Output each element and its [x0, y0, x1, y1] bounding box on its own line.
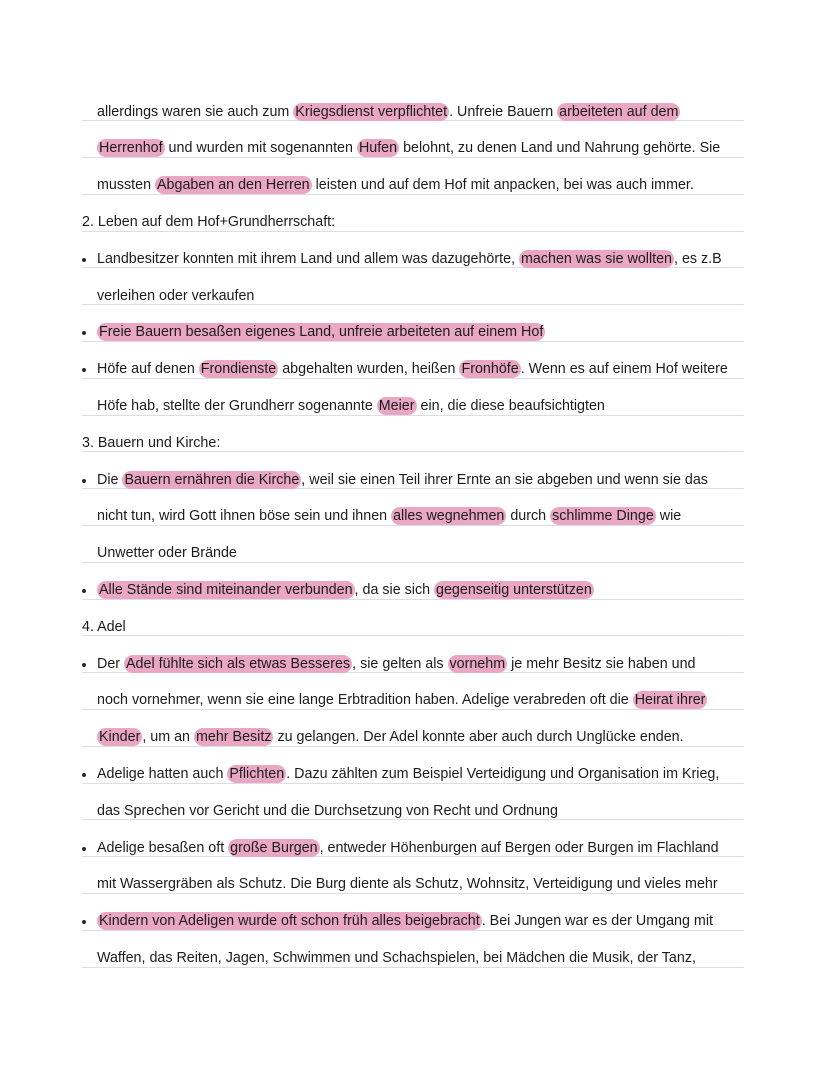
- text-segment: Der: [97, 655, 125, 672]
- bullet-dot: [82, 773, 86, 777]
- note-line: [97, 102, 680, 122]
- text-segment: das Sprechen vor Gericht und die Durchsetzung von Recht und Ordnung: [97, 802, 558, 819]
- text-segment: allerdings waren sie auch zum: [97, 103, 294, 120]
- text-segment: und wurden mit sogenannten: [164, 140, 357, 157]
- note-line: [97, 506, 681, 526]
- text-segment: je mehr Besitz sie haben und: [507, 655, 696, 672]
- text-segment: , sie gelten als: [352, 655, 448, 672]
- highlighted-text: alles wegnehmen: [393, 508, 505, 525]
- note-line: [97, 838, 719, 858]
- note-line: [97, 654, 695, 674]
- note-line: [97, 470, 708, 490]
- text-segment: , es z.B: [674, 250, 722, 267]
- text-segment: nicht tun, wird Gott ihnen böse sein und ihnen: [97, 508, 392, 525]
- highlighted-text: Abgaben an den Herren: [157, 177, 310, 194]
- note-line: [97, 138, 720, 158]
- text-segment: 4. Adel: [82, 618, 126, 635]
- highlighted-text: Alle Stände sind miteinander verbunden: [99, 581, 353, 598]
- highlighted-text: gegenseitig unterstützen: [436, 581, 592, 598]
- note-line: [97, 396, 605, 416]
- text-segment: Adelige hatten auch: [97, 765, 228, 782]
- note-line: [97, 359, 728, 379]
- note-line: [97, 690, 707, 710]
- highlighted-text: machen was sie wollten: [521, 250, 672, 267]
- highlighted-text: Meier: [378, 397, 415, 414]
- note-line: [97, 874, 718, 894]
- highlighted-text: Herrenhof: [99, 140, 163, 157]
- highlighted-text: Kriegsdienst verpflichtet: [295, 103, 448, 120]
- note-line: [97, 801, 558, 821]
- text-segment: belohnt, zu denen Land und Nahrung gehörte. Sie: [399, 140, 721, 157]
- highlighted-text: schlimme Dinge: [552, 508, 654, 525]
- note-line: [97, 764, 719, 784]
- text-segment: ein, die diese beaufsichtigten: [416, 397, 605, 414]
- text-segment: Waffen, das Reiten, Jagen, Schwimmen und Schachspielen, bei Mädchen die Musik, der Tanz,: [97, 949, 696, 966]
- note-line: [97, 249, 722, 269]
- highlighted-text: Fronhöfe: [461, 361, 519, 378]
- note-line: [97, 286, 254, 306]
- note-line: [97, 948, 696, 968]
- text-segment: wie: [655, 508, 682, 525]
- text-segment: Die: [97, 471, 123, 488]
- bullet-dot: [82, 663, 86, 667]
- bullet-dot: [82, 847, 86, 851]
- section-heading: [82, 433, 220, 453]
- text-segment: Höfe auf denen: [97, 361, 199, 378]
- section-heading: [82, 212, 335, 232]
- section-heading: [82, 617, 126, 637]
- note-line: [97, 322, 545, 342]
- note-line: [97, 580, 594, 600]
- text-segment: . Bei Jungen war es der Umgang mit: [481, 913, 713, 930]
- highlighted-text: Bauern ernähren die Kirche: [124, 471, 300, 488]
- text-segment: Landbesitzer konnten mit ihrem Land und allem was dazugehörte,: [97, 250, 520, 267]
- note-line: [97, 911, 713, 931]
- text-segment: Höfe hab, stellte der Grundherr sogenannte: [97, 397, 377, 414]
- text-segment: . Wenn es auf einem Hof weitere: [520, 361, 728, 378]
- text-segment: verleihen oder verkaufen: [97, 287, 255, 304]
- highlighted-text: mehr Besitz: [195, 729, 272, 746]
- text-segment: 3. Bauern und Kirche:: [82, 434, 221, 451]
- text-segment: . Dazu zählten zum Beispiel Verteidigung und Organisation im Krieg,: [286, 765, 720, 782]
- highlighted-text: Pflichten: [229, 765, 285, 782]
- note-line: [97, 175, 694, 195]
- ruled-line: [82, 600, 744, 637]
- text-segment: noch vornehmer, wenn sie eine lange Erbtradition haben. Adelige verabreden oft die: [97, 692, 633, 709]
- text-segment: , um an: [142, 729, 194, 746]
- highlighted-text: arbeiteten auf dem: [559, 103, 679, 120]
- highlighted-text: vornehm: [449, 655, 506, 672]
- text-segment: zu gelangen. Der Adel konnte aber auch durch Unglücke enden.: [273, 729, 684, 746]
- text-segment: leisten und auf dem Hof mit anpacken, bei was auch immer.: [311, 177, 694, 194]
- highlighted-text: Kinder: [99, 729, 141, 746]
- note-line: [97, 727, 684, 747]
- text-segment: , entweder Höhenburgen auf Bergen oder Burgen im Flachland: [319, 839, 719, 856]
- note-line: [97, 543, 237, 563]
- text-segment: durch: [506, 508, 551, 525]
- highlighted-text: Hufen: [358, 140, 398, 157]
- text-segment: , da sie sich: [354, 581, 435, 598]
- highlighted-text: Freie Bauern besaßen eigenes Land, unfreie arbeiteten auf einem Hof: [99, 324, 544, 341]
- text-segment: mussten: [97, 177, 156, 194]
- text-segment: Unwetter oder Brände: [97, 545, 237, 562]
- text-segment: Adelige besaßen oft: [97, 839, 229, 856]
- text-segment: 2. Leben auf dem Hof+Grundherrschaft:: [82, 213, 336, 230]
- text-segment: . Unfreie Bauern: [449, 103, 558, 120]
- highlighted-text: Adel fühlte sich als etwas Besseres: [126, 655, 351, 672]
- highlighted-text: Heirat ihrer: [634, 692, 706, 709]
- bullet-dot: [82, 258, 86, 262]
- highlighted-text: Kindern von Adeligen wurde oft schon früh alles beigebracht: [99, 913, 480, 930]
- text-segment: mit Wassergräben als Schutz. Die Burg diente als Schutz, Wohnsitz, Verteidigung und vieles mehr: [97, 876, 718, 893]
- text-segment: , weil sie einen Teil ihrer Ernte an sie abgeben und wenn sie das: [301, 471, 708, 488]
- bullet-dot: [82, 589, 86, 593]
- highlighted-text: Frondienste: [200, 361, 277, 378]
- highlighted-text: große Burgen: [230, 839, 318, 856]
- bullet-dot: [82, 479, 86, 483]
- text-segment: abgehalten wurden, heißen: [278, 361, 460, 378]
